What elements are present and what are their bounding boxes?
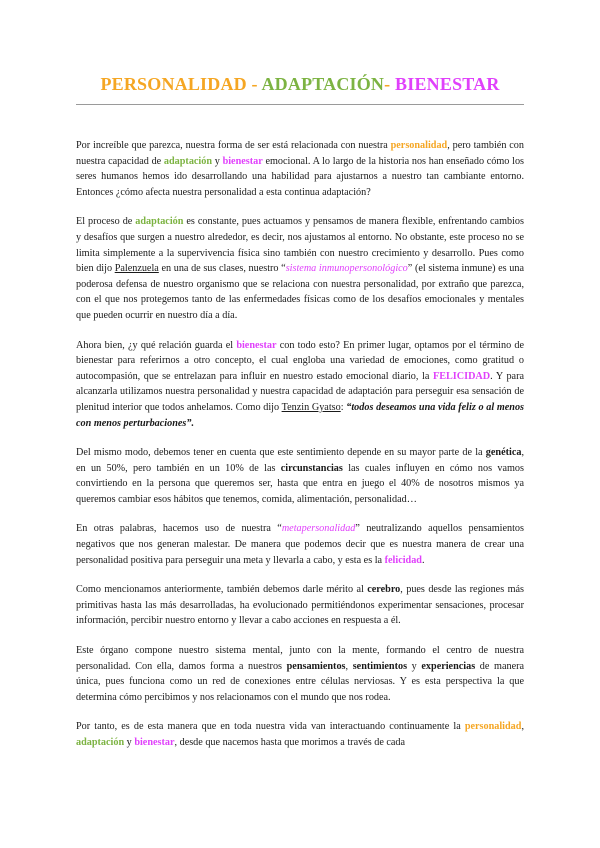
term-metapersonalidad: metapersonalidad (281, 523, 356, 535)
author-name-palenzuela: Palenzuela (114, 263, 159, 275)
paragraph-6: Como mencionamos anteriormente, también debemos darle mérito al cerebro, pues desde las regiones más primitivas hasta las más desarrolladas, ha evolucionado permitiéndonos experimentar sensaciones, procesar información, percibir nuestro entorno y llevar a cabo acciones en respuesta a él. (76, 584, 524, 627)
keyword-felicidad: felicidad (384, 554, 422, 566)
paragraph-7: Este órgano compone nuestro sistema mental, junto con la mente, formando el centro de nuestra personalidad. Con ella, damos forma a nuestros pensamientos, sentimientos y experiencias de manera única, pues funciona como un red de conexiones entre células nerviosas. Y es esta perspectiva la que determina cómo percibimos y nos relacionamos con el mundo que nos rodea. (76, 645, 525, 703)
paragraph-8: Por tanto, es de esta manera que en toda nuestra vida van interactuando continuamente la personalidad, adaptación y bienestar, desde que nacemos hasta que morimos a través de cada (76, 721, 524, 748)
keyword-experiencias: experiencias (421, 660, 476, 672)
title-divider (76, 104, 524, 105)
keyword-cerebro: cerebro (367, 584, 401, 596)
keyword-bienestar: bienestar (222, 155, 263, 167)
title-separator: - (384, 74, 396, 94)
document-title (0, 74, 600, 95)
keyword-adaptacion: adaptación (76, 737, 125, 748)
keyword-genetica: genética (485, 447, 522, 459)
quote: “todos deseamos una vida feliz o al menos con menos perturbaciones”. (76, 401, 525, 429)
paragraph-5: En otras palabras, hacemos uso de nuestra “metapersonalidad” neutralizando aquellos pensamientos negativos que nos generan malestar. De manera que podemos decir que es nuestra manera de crear una personalidad positiva para perseguir una meta y llevarla a cabo, y esta es la felicidad. (76, 523, 524, 566)
author-name-tenzin-gyatso: Tenzin Gyatso (281, 401, 341, 413)
paragraph-2: El proceso de adaptación es constante, pues actuamos y pensamos de manera flexible, enfrentando cambios y desafíos que surgen a nuestro alrededor, es decir, nos ajustamos al entorno. No obstante, este proceso no se limita simplemente a la supervivencia física sino también con nuestro crecimiento y desarrollo. Pues como bien dijo Palenzuela en una de sus clases, nuestro “sistema inmunopersonológico” (el sistema inmune) es una poderosa defensa de nuestro organismo que se relaciona con nuestra personalidad, por extraño que parezca, con el que nos protegemos tanto de las enfermedades físicas como de los desafíos emocionales y mentales que pueden ocurrir en nuestro día a día. (76, 216, 524, 321)
keyword-sentimientos: sentimientos (352, 660, 408, 672)
document-body (76, 138, 524, 765)
keyword-bienestar: bienestar (134, 737, 175, 748)
keyword-adaptacion: adaptación (135, 216, 184, 228)
keyword-personalidad: personalidad (390, 140, 448, 151)
keyword-pensamientos: pensamientos (286, 660, 346, 672)
paragraph-4: Del mismo modo, debemos tener en cuenta que este sentimiento depende en su mayor parte de la genética, en un 50%, pero también en un 10% de las circunstancias las cuales influyen en cómo nos vamos convirtiendo en la persona que queremos ser, hasta que entra en juego el 40% de nosotros mismos ya queremos cambiar esos hábitos que tenemos, comida, alimentación, personalidad… (76, 447, 524, 505)
paragraph-1: Por increíble que parezca, nuestra forma de ser está relacionada con nuestra personalidad, pero también con nuestra capacidad de adaptación y bienestar emocional. A lo largo de la historia nos han enseñado cómo los seres humanos hemos ido desarrollando una habilidad para ajustarnos a nuestro tan cambiante entorno. Entonces ¿cómo afecta nuestra personalidad a esta continua adaptación? (76, 140, 525, 198)
title-separator: - (246, 74, 262, 94)
keyword-circunstancias: circunstancias (280, 462, 343, 474)
term-sistema-inmunopersonologico: sistema inmunopersonológico (285, 263, 408, 275)
keyword-felicidad: FELICIDAD (432, 370, 491, 382)
keyword-bienestar: bienestar (236, 339, 277, 351)
title-bienestar: BIENESTAR (395, 74, 500, 94)
keyword-adaptacion: adaptación (163, 155, 213, 167)
title-adaptacion: ADAPTACIÓN (261, 74, 385, 94)
title-personalidad: PERSONALIDAD (100, 74, 247, 94)
keyword-personalidad: personalidad (464, 721, 522, 733)
paragraph-3: Ahora bien, ¿y qué relación guarda el bienestar con todo esto? En primer lugar, optamos por el término de bienestar para referirnos a otro concepto, el cual engloba una variedad de emociones, como gratitud o autocompasión, que se entrelazan para influir en nuestro estado emocional diario, la FELICIDAD. Y para alcanzarla utilizamos nuestra personalidad y nuestra capacidad de adaptación para perseguir esa sensación de plenitud interior que todos anhelamos. Como dijo Tenzin Gyatso: “todos deseamos una vida feliz o al menos con menos perturbaciones”. (76, 339, 525, 429)
